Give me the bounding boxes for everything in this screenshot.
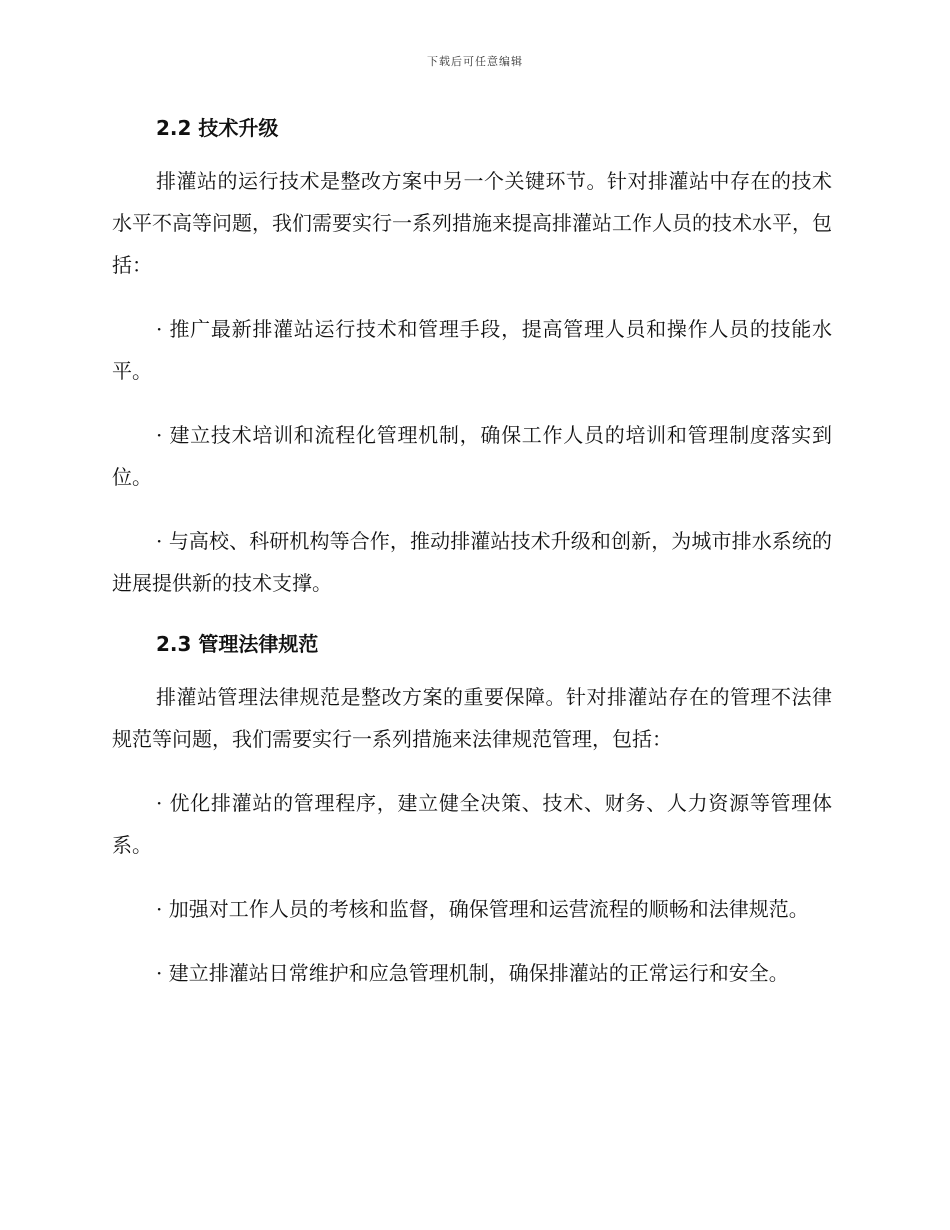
page-header-note: 下载后可任意编辑 xyxy=(427,55,523,68)
bullet-item: · 建立技术培训和流程化管理机制，确保工作人员的培训和管理制度落实到位。 xyxy=(112,423,832,489)
bullet-item: · 加强对工作人员的考核和监督，确保管理和运营流程的顺畅和法律规范。 xyxy=(156,897,809,921)
bullet-item: · 优化排灌站的管理程序，建立健全决策、技术、财务、人力资源等管理体系。 xyxy=(112,791,832,857)
section-intro-paragraph: 排灌站的运行技术是整改方案中另一个关键环节。针对排灌站中存在的技术水平不高等问题，我们需要实行一系列措施来提高排灌站工作人员的技术水平，包括： xyxy=(112,169,832,277)
bullet-item: · 与高校、科研机构等合作，推动排灌站技术升级和创新，为城市排水系统的进展提供新的技术支撑。 xyxy=(112,529,832,595)
section-heading: 2.3 管理法律规范 xyxy=(156,632,319,656)
bullet-item: · 推广最新排灌站运行技术和管理手段，提高管理人员和操作人员的技能水平。 xyxy=(112,317,832,383)
section-heading: 2.2 技术升级 xyxy=(156,116,279,140)
document-body xyxy=(112,110,832,994)
section-intro-paragraph: 排灌站管理法律规范是整改方案的重要保障。针对排灌站存在的管理不法律规范等问题，我们需要实行一系列措施来法律规范管理，包括： xyxy=(112,685,832,751)
bullet-item: · 建立排灌站日常维护和应急管理机制，确保排灌站的正常运行和安全。 xyxy=(156,961,789,985)
